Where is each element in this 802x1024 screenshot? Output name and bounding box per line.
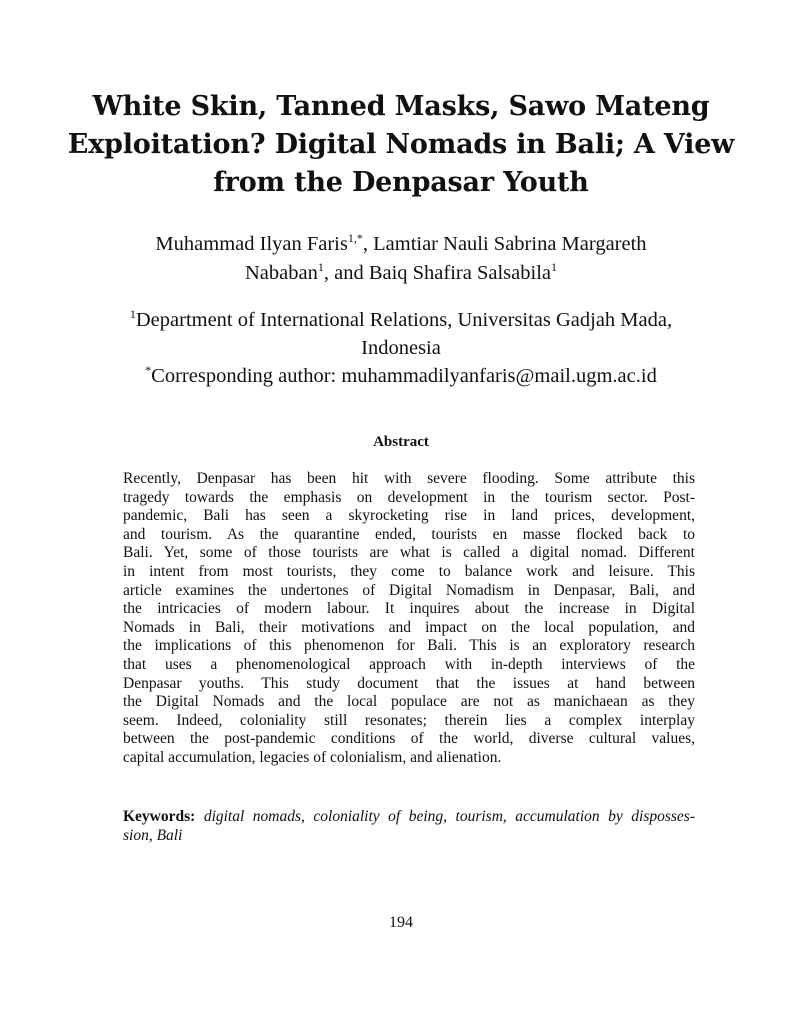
title-line: from the Denpasar Youth xyxy=(213,167,589,198)
abstract-line: capital accumulation, legacies of colonialism, and alienation. xyxy=(123,748,502,766)
keywords-line: sion, Bali xyxy=(123,826,183,844)
abstract-line: Bali. Yet, some of those tourists are what is called a digital nomad. Different xyxy=(123,544,695,562)
abstract-line: Recently, Denpasar has been hit with severe flooding. Some attribute this xyxy=(123,470,695,487)
title-line: White Skin, Tanned Masks, Sawo Mateng xyxy=(92,91,710,122)
keywords-line xyxy=(123,808,695,827)
corresponding-superscript: * xyxy=(145,363,152,378)
keywords-label: Keywords: xyxy=(123,808,196,825)
abstract-heading: Abstract xyxy=(373,434,429,450)
abstract-line: article examines the undertones of Digital Nomadism in Denpasar, Bali, and xyxy=(123,581,695,599)
author-name: Muhammad Ilyan Faris xyxy=(155,233,348,255)
author-name: Nababan xyxy=(244,262,318,284)
affiliation-block xyxy=(60,306,742,390)
author-superscript: 1 xyxy=(317,260,324,275)
keywords-block xyxy=(123,808,695,845)
abstract-line: pandemic, Bali has seen a skyrocketing rise in land prices, development, xyxy=(123,507,695,525)
abstract-line: seem. Indeed, coloniality still resonates; therein lies a complex interplay xyxy=(123,711,695,729)
abstract-body xyxy=(123,470,695,768)
author-line xyxy=(70,259,732,288)
abstract-line: between the post-pandemic conditions of the world, diverse cultural values, xyxy=(123,730,695,748)
author-superscript: 1 xyxy=(551,260,557,275)
affiliation-superscript: 1 xyxy=(129,307,136,322)
abstract-line: and tourism. As the quarantine ended, tourists en masse flocked back to xyxy=(123,525,695,543)
abstract-line: the intricacies of modern labour. It inquires about the increase in Digital xyxy=(123,600,695,618)
corresponding-author xyxy=(60,362,742,390)
affiliation-line xyxy=(60,306,742,334)
corresponding-text: Corresponding author: muhammadilyanfaris@mail.ugm.ac.id xyxy=(151,365,657,387)
abstract-line: Denpasar youths. This study document that the issues at hand between xyxy=(123,674,695,692)
abstract-line: tragedy towards the emphasis on development in the tourism sector. Post- xyxy=(123,488,695,506)
page-number: 194 xyxy=(389,914,413,931)
paper-title xyxy=(60,88,742,202)
abstract-line: Nomads in Bali, their motivations and impact on the local population, and xyxy=(123,618,695,636)
author-name: , and Baiq Shafira Salsabila xyxy=(323,262,551,284)
abstract-line: the Digital Nomads and the local populace are not as manichaean as they xyxy=(123,693,695,711)
author-superscript: 1,* xyxy=(347,231,363,246)
author-name: , Lamtiar Nauli Sabrina Margareth xyxy=(362,233,647,255)
abstract-line: in intent from most tourists, they come to balance work and leisure. This xyxy=(123,562,695,580)
affiliation-text: Department of International Relations, Universitas Gadjah Mada, xyxy=(135,309,673,331)
abstract-line: that uses a phenomenological approach with in-depth interviews of the xyxy=(123,655,695,673)
abstract-line: the implications of this phenomenon for Bali. This is an exploratory research xyxy=(123,637,695,655)
author-list xyxy=(70,230,732,288)
author-line xyxy=(70,230,732,259)
affiliation-line: Indonesia xyxy=(361,337,441,359)
keywords-text: digital nomads, coloniality of being, tourism, accumulation by disposses- xyxy=(195,808,695,825)
title-line: Exploitation? Digital Nomads in Bali; A View xyxy=(67,129,735,160)
